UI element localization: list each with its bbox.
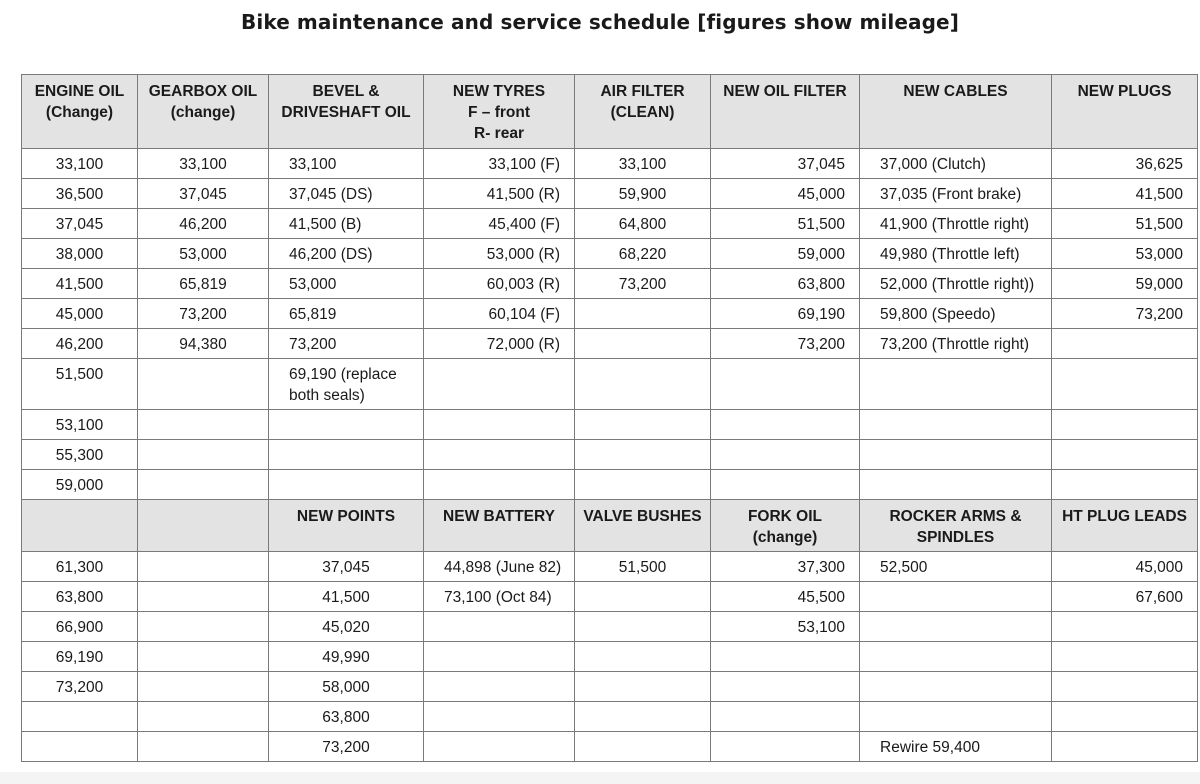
table-cell: 45,400 (F) xyxy=(424,209,575,239)
table-cell xyxy=(1052,410,1198,440)
table-cell xyxy=(138,582,269,612)
table-cell xyxy=(269,470,424,500)
header-air-filter: AIR FILTER (CLEAN) xyxy=(575,75,711,149)
table-cell: 45,000 xyxy=(711,179,860,209)
table-cell xyxy=(860,612,1052,642)
table-cell xyxy=(138,732,269,762)
table-cell xyxy=(1052,642,1198,672)
table-row xyxy=(22,149,1198,179)
table-row xyxy=(22,672,1198,702)
table-cell xyxy=(424,642,575,672)
header-rocker-arms-spindles: ROCKER ARMS & SPINDLES xyxy=(860,500,1052,552)
table-cell xyxy=(575,732,711,762)
table-cell: 33,100 xyxy=(138,149,269,179)
table-cell: 68,220 xyxy=(575,239,711,269)
table-cell: 73,200 xyxy=(138,299,269,329)
table-cell: 37,045 xyxy=(711,149,860,179)
schedule-table xyxy=(21,74,1198,762)
table-cell: 41,500 (R) xyxy=(424,179,575,209)
table-cell: 64,800 xyxy=(575,209,711,239)
table-cell: 45,000 xyxy=(1052,552,1198,582)
table-cell xyxy=(424,410,575,440)
header-new-cables: NEW CABLES xyxy=(860,75,1052,149)
table-cell xyxy=(860,702,1052,732)
table-cell xyxy=(138,672,269,702)
table-cell xyxy=(138,552,269,582)
table-cell: 37,035 (Front brake) xyxy=(860,179,1052,209)
header-new-oil-filter: NEW OIL FILTER xyxy=(711,75,860,149)
table-cell xyxy=(424,702,575,732)
table-row xyxy=(22,582,1198,612)
table-cell: 63,800 xyxy=(22,582,138,612)
header-row-2 xyxy=(22,500,1198,552)
table-cell: Rewire 59,400 xyxy=(860,732,1052,762)
table-cell: 69,190 (replace both seals) xyxy=(269,359,424,410)
table-cell xyxy=(1052,702,1198,732)
header-new-points: NEW POINTS xyxy=(269,500,424,552)
table-cell xyxy=(424,359,575,410)
table-cell xyxy=(711,440,860,470)
table-cell: 59,900 xyxy=(575,179,711,209)
table-cell xyxy=(22,702,138,732)
table-cell xyxy=(575,642,711,672)
table-cell xyxy=(424,732,575,762)
table-cell: 73,100 (Oct 84) xyxy=(424,582,575,612)
table-cell: 45,020 xyxy=(269,612,424,642)
table-row xyxy=(22,269,1198,299)
table-cell: 63,800 xyxy=(269,702,424,732)
table-cell: 33,100 xyxy=(269,149,424,179)
table-cell: 37,045 (DS) xyxy=(269,179,424,209)
table-cell: 73,200 xyxy=(22,672,138,702)
table-cell xyxy=(711,359,860,410)
header-new-tyres: NEW TYRES F – front R- rear xyxy=(424,75,575,149)
table-cell: 41,500 (B) xyxy=(269,209,424,239)
header-new-plugs: NEW PLUGS xyxy=(1052,75,1198,149)
table-row xyxy=(22,179,1198,209)
table-cell: 65,819 xyxy=(138,269,269,299)
table-cell: 51,500 xyxy=(575,552,711,582)
header-new-battery: NEW BATTERY xyxy=(424,500,575,552)
table-row xyxy=(22,732,1198,762)
table-cell xyxy=(860,440,1052,470)
table-cell xyxy=(1052,470,1198,500)
table-cell: 63,800 xyxy=(711,269,860,299)
table-cell: 46,200 xyxy=(138,209,269,239)
table-cell xyxy=(575,702,711,732)
table-cell xyxy=(424,672,575,702)
table-cell xyxy=(424,440,575,470)
table-cell xyxy=(138,612,269,642)
table-cell xyxy=(575,410,711,440)
table-cell xyxy=(1052,359,1198,410)
table-cell: 46,200 xyxy=(22,329,138,359)
table-cell xyxy=(138,359,269,410)
header-gearbox-oil: GEARBOX OIL (change) xyxy=(138,75,269,149)
header-bevel-driveshaft-oil: BEVEL & DRIVESHAFT OIL xyxy=(269,75,424,149)
table-cell: 33,100 xyxy=(22,149,138,179)
table-cell: 37,045 xyxy=(22,209,138,239)
header-valve-bushes: VALVE BUSHES xyxy=(575,500,711,552)
table-cell xyxy=(1052,612,1198,642)
table-cell: 58,000 xyxy=(269,672,424,702)
table-row xyxy=(22,642,1198,672)
table-row xyxy=(22,329,1198,359)
table-cell xyxy=(711,470,860,500)
table-cell: 33,100 (F) xyxy=(424,149,575,179)
table-cell xyxy=(711,642,860,672)
header-ht-plug-leads: HT PLUG LEADS xyxy=(1052,500,1198,552)
table-cell xyxy=(1052,440,1198,470)
table-cell: 72,000 (R) xyxy=(424,329,575,359)
table-cell: 60,003 (R) xyxy=(424,269,575,299)
table-cell xyxy=(138,470,269,500)
table-cell xyxy=(575,470,711,500)
table-cell: 59,000 xyxy=(711,239,860,269)
table-cell: 37,045 xyxy=(138,179,269,209)
table-cell: 60,104 (F) xyxy=(424,299,575,329)
table-cell: 41,900 (Throttle right) xyxy=(860,209,1052,239)
table-row xyxy=(22,209,1198,239)
header-engine-oil: ENGINE OIL (Change) xyxy=(22,75,138,149)
table-row xyxy=(22,440,1198,470)
table-row xyxy=(22,552,1198,582)
table-cell: 51,500 xyxy=(711,209,860,239)
table-cell: 52,500 xyxy=(860,552,1052,582)
table-cell xyxy=(860,582,1052,612)
table-cell: 94,380 xyxy=(138,329,269,359)
table-cell: 41,500 xyxy=(269,582,424,612)
table-row xyxy=(22,299,1198,329)
table-cell: 59,000 xyxy=(1052,269,1198,299)
table-cell xyxy=(860,470,1052,500)
table-cell xyxy=(711,732,860,762)
table-cell xyxy=(575,440,711,470)
table-cell xyxy=(575,672,711,702)
table-cell xyxy=(22,732,138,762)
table-row xyxy=(22,470,1198,500)
table-cell: 73,200 xyxy=(711,329,860,359)
table-cell: 41,500 xyxy=(1052,179,1198,209)
table-cell xyxy=(711,410,860,440)
table-cell: 52,000 (Throttle right)) xyxy=(860,269,1052,299)
table-cell: 73,200 xyxy=(1052,299,1198,329)
table-cell: 59,000 xyxy=(22,470,138,500)
table-cell xyxy=(424,470,575,500)
table-cell xyxy=(138,702,269,732)
table-cell: 37,300 xyxy=(711,552,860,582)
table-cell: 53,100 xyxy=(22,410,138,440)
table-cell: 53,000 (R) xyxy=(424,239,575,269)
table-cell: 46,200 (DS) xyxy=(269,239,424,269)
header-blank xyxy=(22,500,138,552)
table-cell xyxy=(269,440,424,470)
table-cell xyxy=(860,642,1052,672)
table-cell xyxy=(860,359,1052,410)
table-cell: 33,100 xyxy=(575,149,711,179)
table-cell xyxy=(138,410,269,440)
table-cell: 45,000 xyxy=(22,299,138,329)
table-cell xyxy=(1052,732,1198,762)
table-cell: 49,980 (Throttle left) xyxy=(860,239,1052,269)
table-cell: 65,819 xyxy=(269,299,424,329)
table-cell: 51,500 xyxy=(1052,209,1198,239)
header-blank xyxy=(138,500,269,552)
table-cell: 67,600 xyxy=(1052,582,1198,612)
table-row xyxy=(22,410,1198,440)
table-cell: 73,200 xyxy=(575,269,711,299)
table-cell xyxy=(711,672,860,702)
table-cell xyxy=(138,440,269,470)
table-cell xyxy=(575,612,711,642)
table-cell: 53,000 xyxy=(1052,239,1198,269)
table-cell: 44,898 (June 82) xyxy=(424,552,575,582)
table-cell xyxy=(575,329,711,359)
table-cell: 73,200 xyxy=(269,732,424,762)
table-cell: 49,990 xyxy=(269,642,424,672)
table-cell: 53,100 xyxy=(711,612,860,642)
table-cell: 73,200 (Throttle right) xyxy=(860,329,1052,359)
table-row xyxy=(22,612,1198,642)
header-fork-oil: FORK OIL (change) xyxy=(711,500,860,552)
table-cell: 73,200 xyxy=(269,329,424,359)
table-cell: 38,000 xyxy=(22,239,138,269)
table-cell: 69,190 xyxy=(711,299,860,329)
table-cell: 66,900 xyxy=(22,612,138,642)
table-cell: 41,500 xyxy=(22,269,138,299)
table-row xyxy=(22,239,1198,269)
table-cell: 51,500 xyxy=(22,359,138,410)
table-cell xyxy=(1052,329,1198,359)
table-cell: 69,190 xyxy=(22,642,138,672)
table-cell: 37,045 xyxy=(269,552,424,582)
table-cell xyxy=(860,672,1052,702)
table-cell: 59,800 (Speedo) xyxy=(860,299,1052,329)
table-row xyxy=(22,702,1198,732)
table-cell: 53,000 xyxy=(138,239,269,269)
table-cell xyxy=(269,410,424,440)
bottom-edge xyxy=(0,772,1200,784)
table-cell: 36,500 xyxy=(22,179,138,209)
table-cell xyxy=(138,642,269,672)
table-cell: 61,300 xyxy=(22,552,138,582)
table-cell xyxy=(424,612,575,642)
table-cell xyxy=(575,582,711,612)
table-cell: 53,000 xyxy=(269,269,424,299)
page-title: Bike maintenance and service schedule [figures show mileage] xyxy=(241,10,959,34)
table-cell xyxy=(575,359,711,410)
table-cell xyxy=(1052,672,1198,702)
table-cell: 55,300 xyxy=(22,440,138,470)
table-cell xyxy=(575,299,711,329)
table-cell: 36,625 xyxy=(1052,149,1198,179)
table-cell: 37,000 (Clutch) xyxy=(860,149,1052,179)
table-row xyxy=(22,359,1198,410)
table-cell: 45,500 xyxy=(711,582,860,612)
header-row-1 xyxy=(22,75,1198,149)
table-cell xyxy=(711,702,860,732)
table-cell xyxy=(860,410,1052,440)
